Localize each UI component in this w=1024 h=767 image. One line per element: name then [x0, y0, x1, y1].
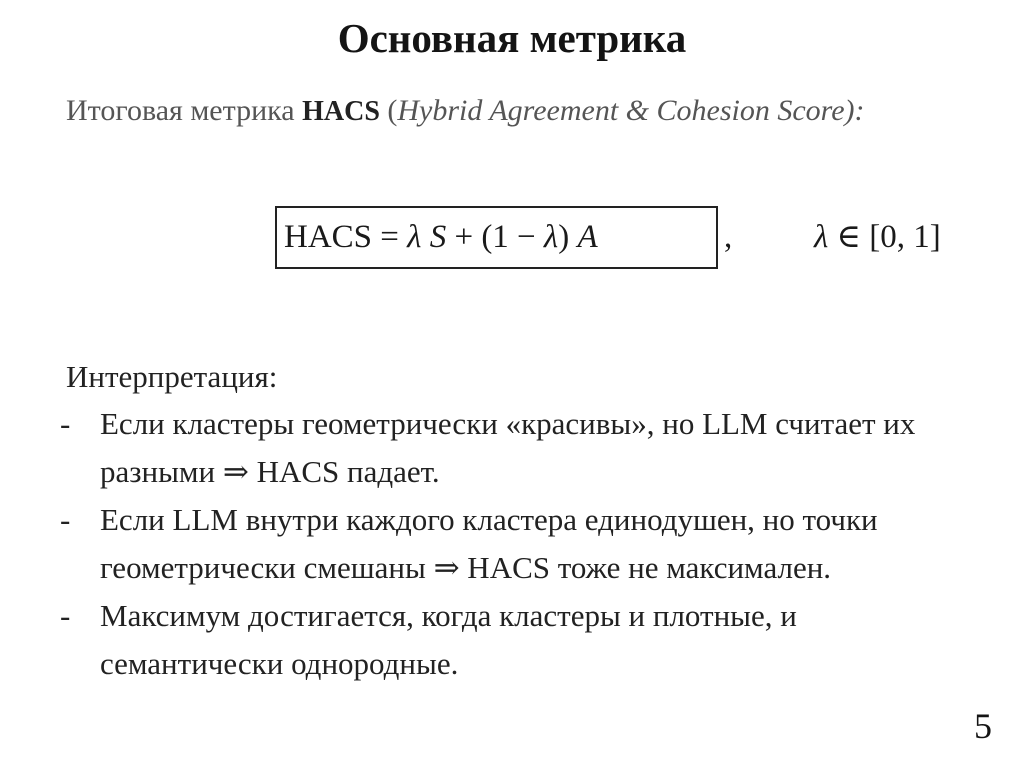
formula-a-var: A: [577, 219, 598, 255]
formula-lambda-2: λ: [543, 219, 559, 255]
formula-comma: ,: [724, 219, 733, 255]
intro-text: [66, 90, 966, 133]
formula-lhs: HACS: [284, 219, 373, 255]
formula-lambda: λ: [407, 219, 422, 255]
formula-close: ): [558, 219, 578, 255]
list-item: [60, 400, 960, 496]
interpretation-list: [60, 400, 960, 688]
page-number: 5: [974, 706, 992, 746]
intro-prefix: Итоговая метрика: [66, 94, 303, 127]
intro-open-paren: (: [379, 94, 398, 127]
list-item: [60, 496, 960, 592]
bullet-text: Если кластеры геометрически «красивы», но LLM считает их разными ⇒ HACS падает.: [100, 406, 916, 489]
formula: [284, 210, 598, 264]
domain-range: ∈ [0, 1]: [828, 219, 941, 255]
bullet-marker: -: [60, 406, 71, 441]
formula-equals: =: [372, 219, 408, 255]
formula-plus: + (1 −: [446, 219, 544, 255]
intro-expansion: Hybrid Agreement & Cohesion Score):: [397, 94, 865, 127]
bullet-text: Максимум достигается, когда кластеры и плотные, и семантически однородные.: [100, 598, 797, 681]
bullet-marker: -: [60, 598, 71, 633]
intro-acronym: HACS: [302, 96, 380, 127]
bullet-text: Если LLM внутри каждого кластера единодушен, но точки геометрически смешаны ⇒ HACS тоже не максимален.: [100, 502, 878, 585]
bullet-marker: -: [60, 502, 71, 537]
lambda-domain: [814, 210, 941, 264]
list-item: [60, 592, 960, 688]
formula-s-var: S: [429, 219, 447, 255]
slide-title: Основная метрика: [337, 15, 687, 61]
interpretation-heading: Интерпретация:: [66, 359, 278, 394]
domain-lambda: λ: [814, 219, 829, 255]
